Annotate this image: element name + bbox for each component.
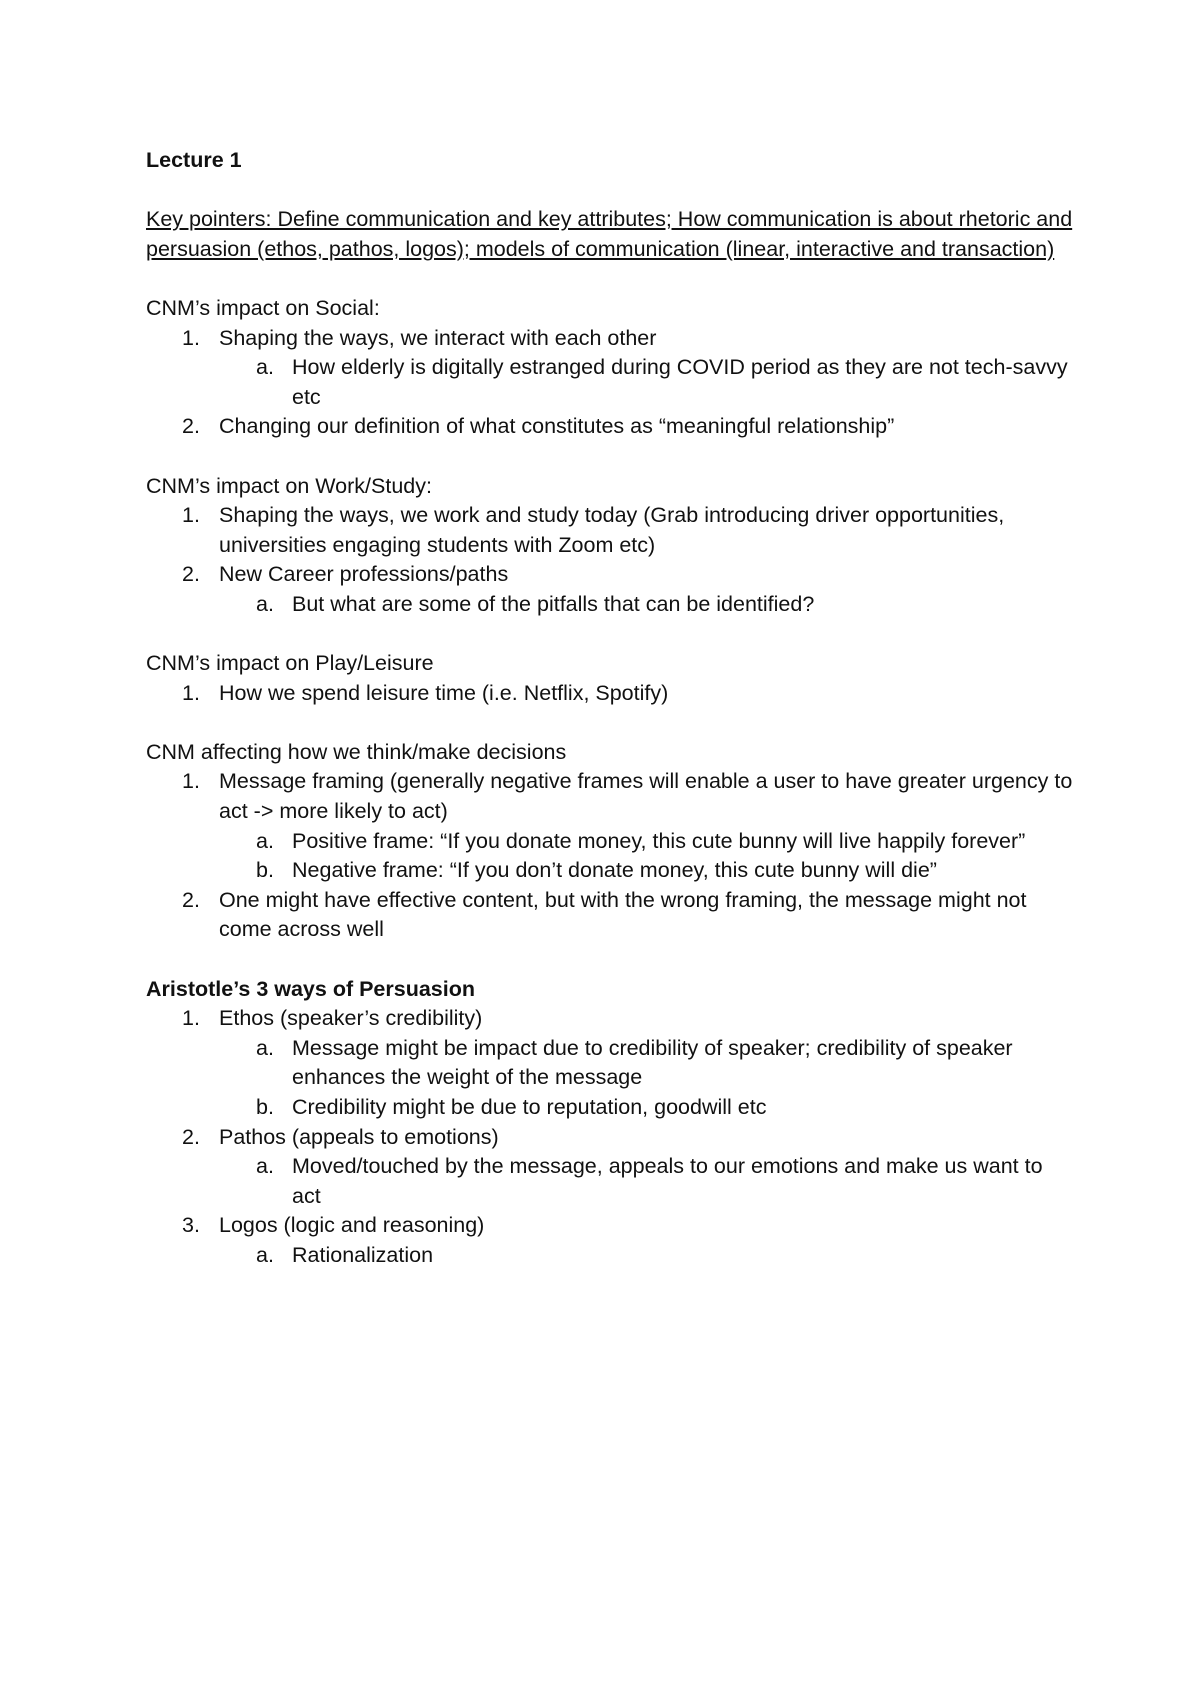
list-item-text: Shaping the ways, we work and study today (Grab introducing driver opportunities, universities engaging students with Zoom etc) [219,503,1005,557]
list-marker: 2. [182,562,200,587]
list-marker: a. [256,1154,274,1179]
list-item [146,560,1076,590]
section-heading-social: CNM’s impact on Social: [146,295,380,320]
list-item [146,501,1076,560]
list-marker: a. [256,355,274,380]
list-item [146,827,1076,857]
list-item-text: One might have effective content, but with the wrong framing, the message might not come across well [219,887,1027,942]
section-heading-work-study: CNM’s impact on Work/Study: [146,473,432,498]
list-marker: 2. [182,887,200,912]
section-heading-decisions: CNM affecting how we think/make decisions [146,739,567,764]
list-item [146,1211,1076,1241]
list-marker: 1. [182,1006,200,1031]
list-item-text: Pathos (appeals to emotions) [219,1124,499,1149]
list-item [146,324,1076,354]
section-heading-play-leisure: CNM’s impact on Play/Leisure [146,651,434,676]
list-marker: 1. [182,769,200,794]
list-item-text: But what are some of the pitfalls that can be identified? [292,591,815,616]
page-title: Lecture 1 [146,148,242,172]
list-item [146,679,1076,709]
list-item [146,590,1076,620]
list-item-text: Shaping the ways, we interact with each other [219,325,657,350]
list-item-text: Ethos (speaker’s credibility) [219,1006,483,1031]
list-item [146,412,1076,442]
list-item [146,353,1076,412]
list-item-text: Changing our definition of what constitutes as “meaningful relationship” [219,414,895,439]
list-marker: 3. [182,1213,200,1238]
list-item-text: Rationalization [292,1242,434,1267]
list-item [146,1123,1076,1153]
list-item-text: Positive frame: “If you donate money, this cute bunny will live happily forever” [292,828,1026,853]
list-item-text: Message framing (generally negative frames will enable a user to have greater urgency to act -> more likely to act) [219,769,1073,824]
list-item-text: Credibility might be due to reputation, goodwill etc [292,1095,767,1119]
list-item-text: How we spend leisure time (i.e. Netflix, Spotify) [219,680,669,705]
list-item-text: Logos (logic and reasoning) [219,1213,485,1238]
list-item-text: Message might be impact due to credibility of speaker; credibility of speaker enhances the weight of the message [292,1035,1013,1090]
list-item [146,1093,1076,1123]
spacer [146,442,1076,472]
list-marker: 1. [182,680,200,705]
list-item-text: How elderly is digitally estranged during COVID period as they are not tech-savvy etc [292,355,1068,409]
section-heading-aristotle: Aristotle’s 3 ways of Persuasion [146,976,475,1001]
list-marker: b. [256,858,274,883]
list-marker: a. [256,1035,274,1060]
spacer [146,708,1076,738]
spacer [146,945,1076,975]
spacer [146,620,1076,650]
list-marker: 2. [182,1124,200,1149]
list-marker: 1. [182,325,200,350]
list-item [146,856,1076,886]
document-body [146,146,1076,1271]
list-item [146,1004,1076,1034]
list-item [146,1241,1076,1271]
spacer [146,176,1076,206]
key-pointers: Key pointers: Define communication and key attributes; How communication is about rhetoric and persuasion (ethos, pathos, logos); models of communication (linear, interactive and transaction) [146,207,1073,261]
list-marker: 1. [182,503,200,528]
list-item-text: Negative frame: “If you don’t donate money, this cute bunny will die” [292,858,937,883]
list-marker: a. [256,591,274,616]
list-item [146,1152,1076,1211]
list-item-text: New Career professions/paths [219,562,509,587]
list-item-text: Moved/touched by the message, appeals to our emotions and make us want to act [292,1154,1043,1208]
list-item [146,1034,1076,1093]
list-marker: 2. [182,414,200,439]
list-marker: b. [256,1095,274,1119]
spacer [146,264,1076,294]
list-marker: a. [256,828,274,853]
list-item [146,767,1076,826]
list-item [146,886,1076,945]
list-marker: a. [256,1242,274,1267]
